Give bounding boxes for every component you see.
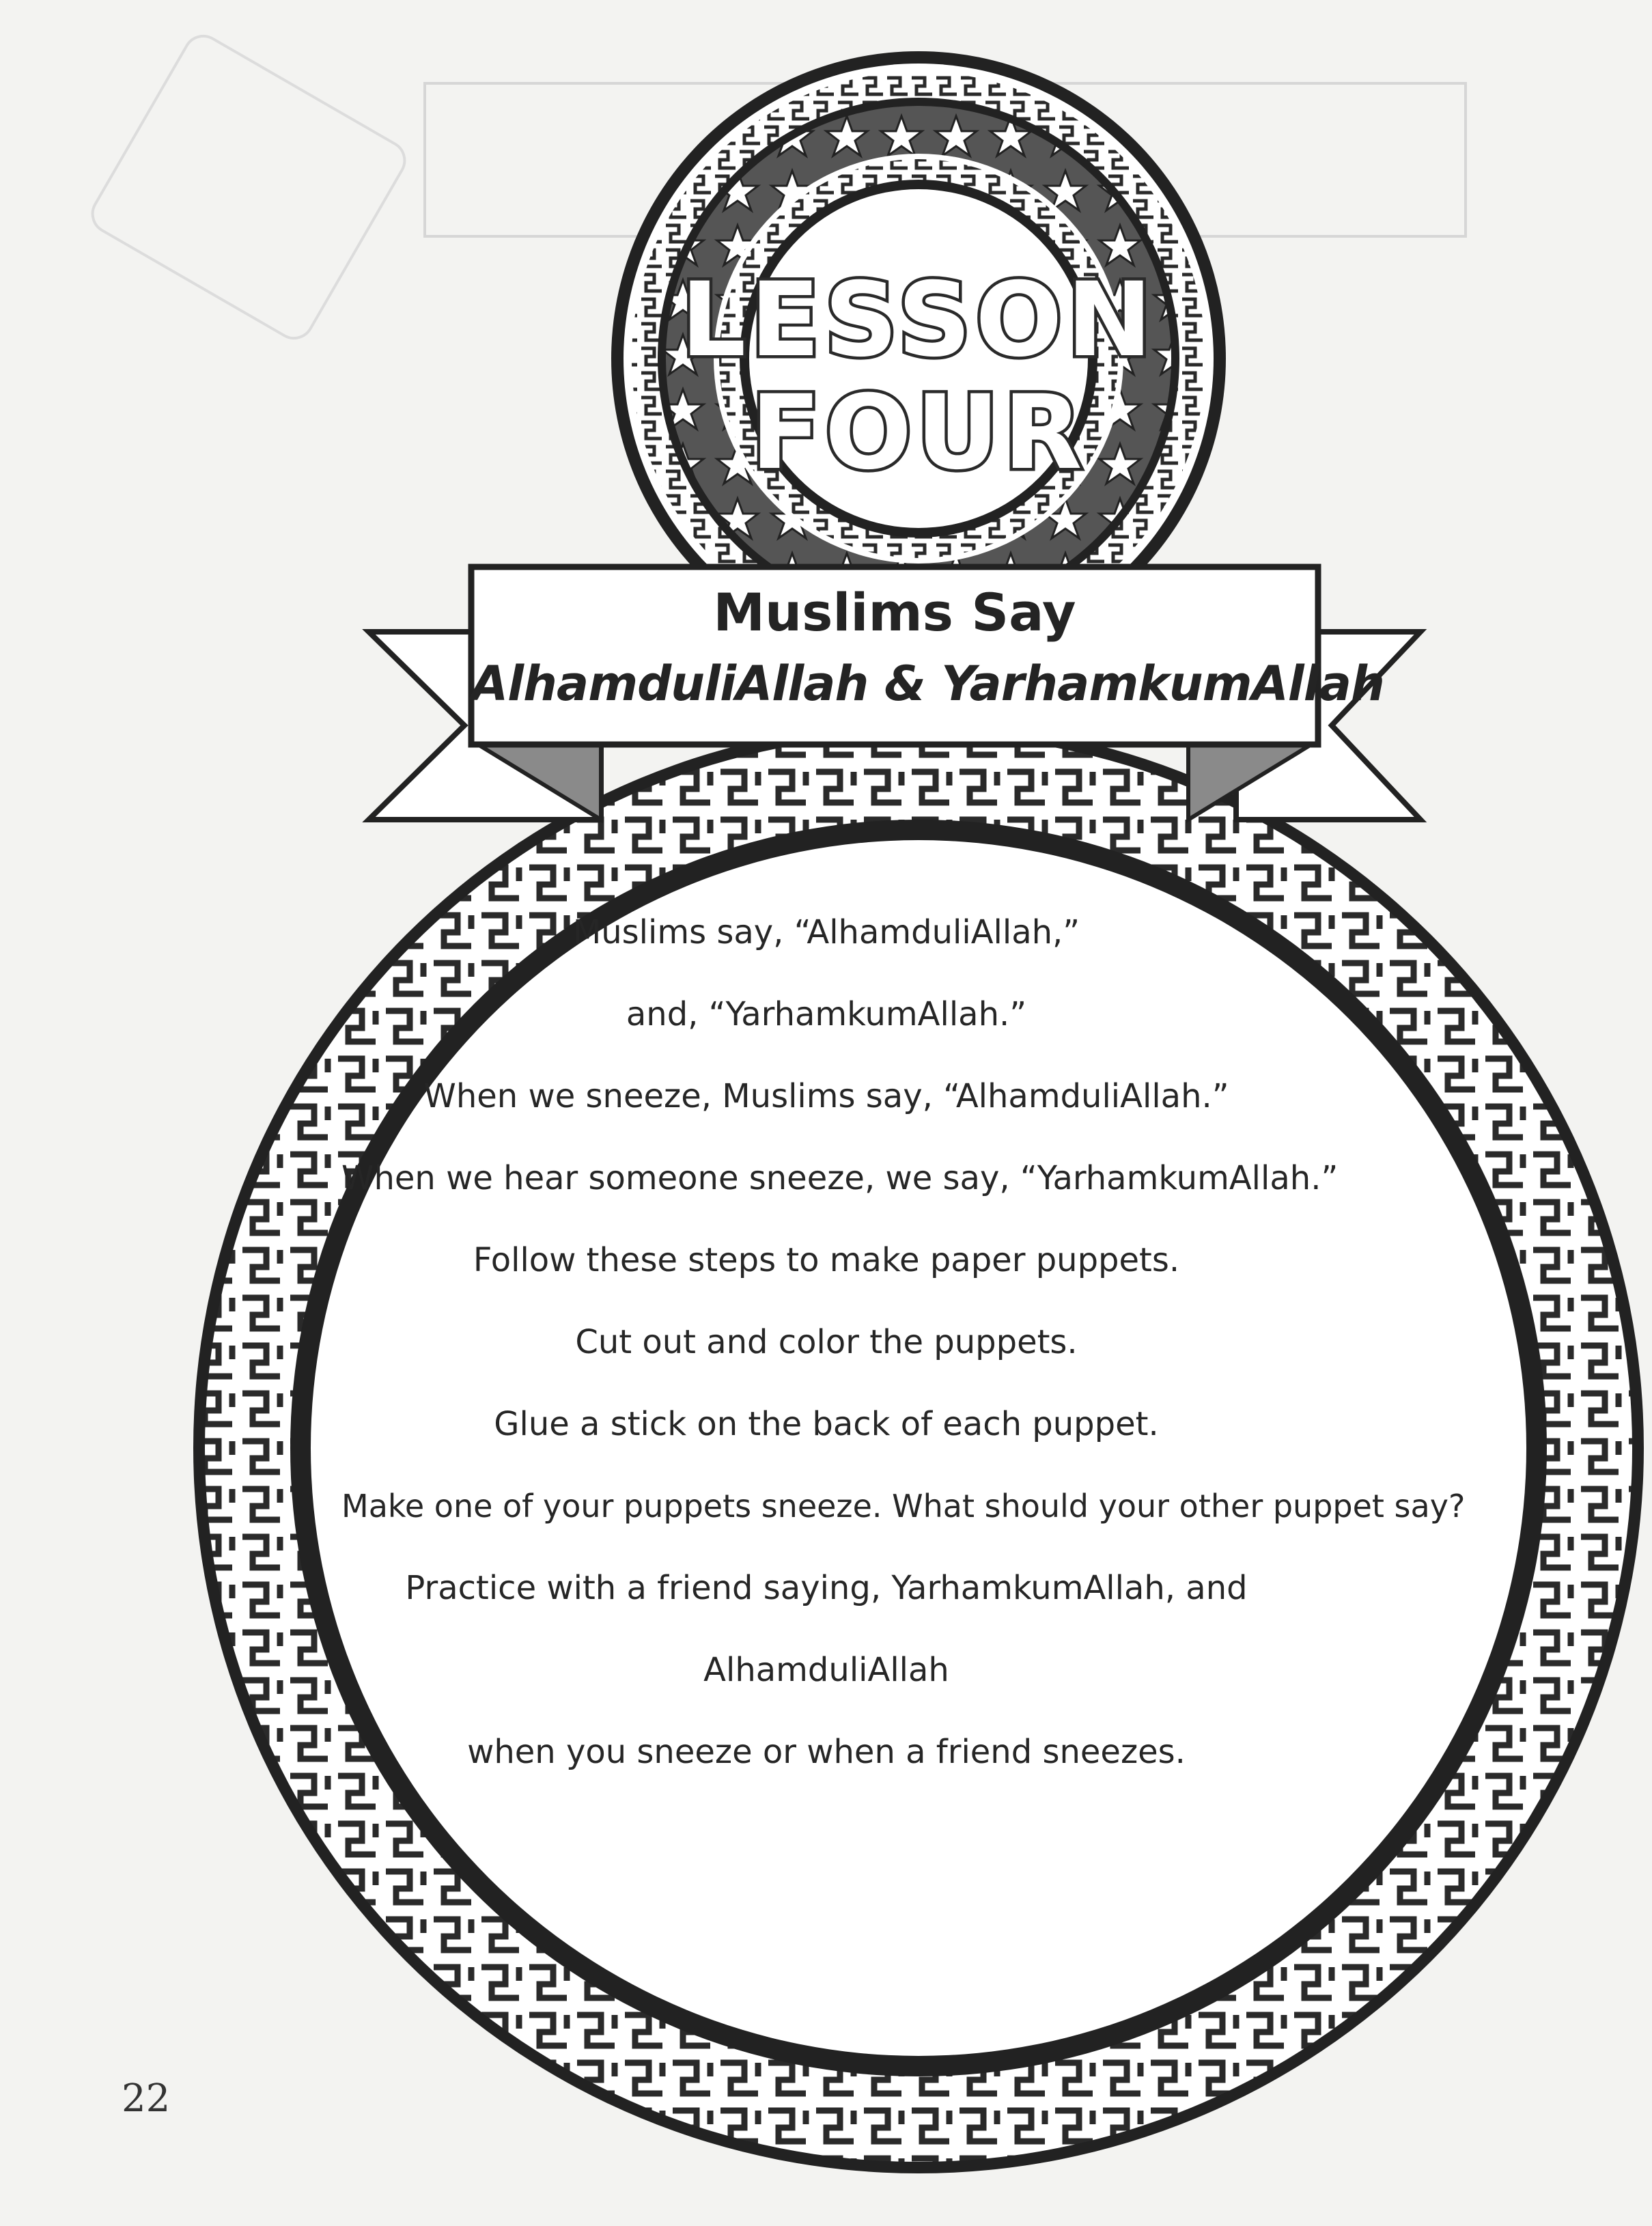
lesson-title: Muslims Say [713, 582, 1076, 643]
lesson-body [341, 891, 1466, 1793]
page-number: 22 [122, 2076, 171, 2121]
body-line: When we sneeze, Muslims say, “AlhamduliAllah.” [423, 1077, 1229, 1115]
body-line: Cut out and color the puppets. [575, 1323, 1078, 1361]
lesson-subtitle: AlhamduliAllah & YarhamkumAllah [471, 656, 1384, 712]
body-line: Glue a stick on the back of each puppet. [494, 1405, 1159, 1443]
body-line: Make one of your puppets sneeze. What should your other puppet say? [341, 1488, 1466, 1525]
body-line: when you sneeze or when a friend sneezes. [467, 1733, 1186, 1771]
body-line: When we hear someone sneeze, we say, “YarhamkumAllah.” [341, 1159, 1339, 1197]
body-line: Practice with a friend saying, YarhamkumAllah, and [405, 1569, 1248, 1607]
lesson-label: LESSON [680, 261, 1157, 380]
body-line: AlhamduliAllah [703, 1651, 949, 1689]
body-line: Follow these steps to make paper puppets. [473, 1241, 1180, 1279]
body-line: Muslims say, “AlhamduliAllah,” [572, 913, 1080, 951]
body-line: and, “YarhamkumAllah.” [626, 995, 1027, 1033]
lesson-number: FOUR [751, 374, 1087, 492]
